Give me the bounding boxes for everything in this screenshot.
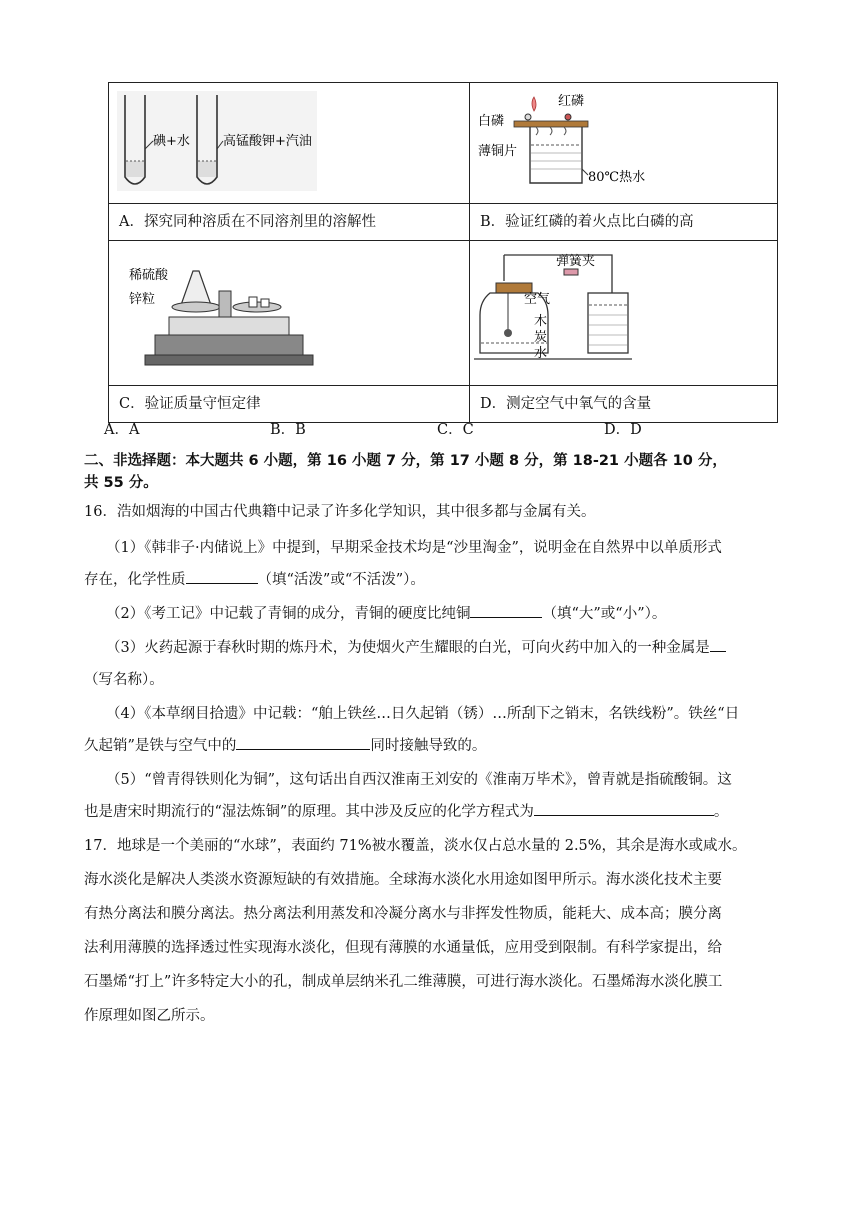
q17-line1: 17．地球是一个美丽的“水球”，表面约 71%被水覆盖，淡水仅占总水量的 2.5%，其余是海水或咸水。 [84,838,747,854]
q16-part4-text-a: （4）《本草纲目拾遗》中记载：“舶上铁丝…日久起销（锈）…所刮下之销末，名铁线粉”。铁丝“日 [106,706,740,722]
copper-sheet-label: 薄铜片 [478,144,518,159]
q17-line3: 有热分离法和膜分离法。热分离法利用蒸发和冷凝分离水与非挥发性物质，能耗大、成本高；膜分离 [84,906,722,922]
section-heading-line1: 二、非选择题：本大题共 6 小题，第 16 小题 7 分，第 17 小题 8 分，第 18-21 小题各 10 分， [84,453,727,469]
q16-part2 [84,598,780,630]
q16-part5 [84,764,780,796]
option-c[interactable]: C．C [437,422,474,438]
option-b[interactable]: B．B [270,422,306,438]
q16-part1-text-b: 存在，化学性质 [84,572,186,588]
air-label: 空气 [524,292,551,307]
tube1-label: 碘+水 [153,134,190,149]
experiment-c-figure [109,241,470,386]
phosphorus-combustion-illustration [470,83,776,199]
q16-part3 [84,632,780,664]
charcoal-label-2: 炭 [534,330,548,345]
white-phosphorus-label: 白磷 [478,114,505,129]
experiment-a-caption: A．探究同种溶质在不同溶剂里的溶解性 [109,204,470,241]
water-label: 水 [534,346,548,361]
hot-water-label: 80℃热水 [588,170,646,185]
q16-part3-blank[interactable] [710,635,726,652]
experiment-b-figure [470,83,778,204]
q16-part3-line2: （写名称）。 [84,672,164,688]
experiment-d-figure [470,241,778,386]
q16-part1-text-a: （1）《韩非子·内储说上》中提到，早期采金技术均是“沙里淘金”，说明金在自然界中以单质形式 [106,540,722,556]
q17-line4: 法利用薄膜的选择透过性实现海水淡化，但现有薄膜的水通量低，应用受到限制。有科学家提出，给 [84,940,722,956]
q16-part5-text-c: 。 [713,804,729,820]
q16-part4-line2 [84,730,780,762]
q16-part1-line2 [84,564,780,596]
q16-part4-text-c: 同时接触导致的。 [370,738,487,754]
charcoal-label-1: 木 [534,314,548,329]
option-a[interactable]: A．A [104,422,140,438]
balance-illustration [109,241,469,381]
clamp-label: 弹簧夹 [556,254,596,269]
q16-part2-text-b: （填“大”或“小”）。 [542,606,667,622]
q16-part1-text-c: （填“活泼”或“不活泼”）。 [257,572,425,588]
zinc-label: 锌粒 [129,292,156,307]
q16-part3-text-a: （3）火药起源于春秋时期的炼丹术，为使烟火产生耀眼的白光，可向火药中加入的一种金属是 [106,640,710,656]
q16-stem: 16．浩如烟海的中国古代典籍中记录了许多化学知识，其中很多都与金属有关。 [84,504,596,520]
q17-line5: 石墨烯“打上”许多特定大小的孔，制成单层纳米孔二维薄膜，可进行海水淡化。石墨烯海水淡化膜工 [84,974,723,990]
q16-part5-text-a: （5）“曾青得铁则化为铜”，这句话出自西汉淮南王刘安的《淮南万毕术》，曾青就是指硫酸铜。这 [106,772,732,788]
q16-part4-text-b: 久起销”是铁与空气中的 [84,738,237,754]
q16-part2-text-a: （2）《考工记》中记载了青铜的成分，青铜的硬度比纯铜 [106,606,471,622]
experiment-d-caption: D．测定空气中氧气的含量 [470,386,778,423]
acid-label: 稀硫酸 [129,268,169,283]
q16-part2-blank[interactable] [470,601,542,618]
oxygen-measurement-illustration [470,241,776,381]
q16-part4 [84,698,780,730]
q17-line2: 海水淡化是解决人类淡水资源短缺的有效措施。全球海水淡化水用途如图甲所示。海水淡化技术主要 [84,872,722,888]
q16-part4-blank[interactable] [236,733,370,750]
option-d[interactable]: D．D [604,422,642,438]
q16-part5-text-b: 也是唐宋时期流行的“湿法炼铜”的原理。其中涉及反应的化学方程式为 [84,804,534,820]
red-phosphorus-label: 红磷 [558,94,585,109]
experiment-b-caption: B．验证红磷的着火点比白磷的高 [470,204,778,241]
test-tubes-illustration [109,83,469,199]
section-heading-line2: 共 55 分。 [84,475,158,491]
q16-part5-line2 [84,796,780,828]
q17-line6: 作原理如图乙所示。 [84,1008,215,1024]
experiment-a-figure [109,83,470,204]
q16-part5-blank[interactable] [534,799,714,816]
experiment-c-caption: C．验证质量守恒定律 [109,386,470,423]
q16-part1 [84,532,780,564]
q16-part1-blank[interactable] [186,567,258,584]
experiment-table [108,82,778,423]
tube2-label: 高锰酸钾+汽油 [223,134,312,149]
section-heading [84,450,784,494]
